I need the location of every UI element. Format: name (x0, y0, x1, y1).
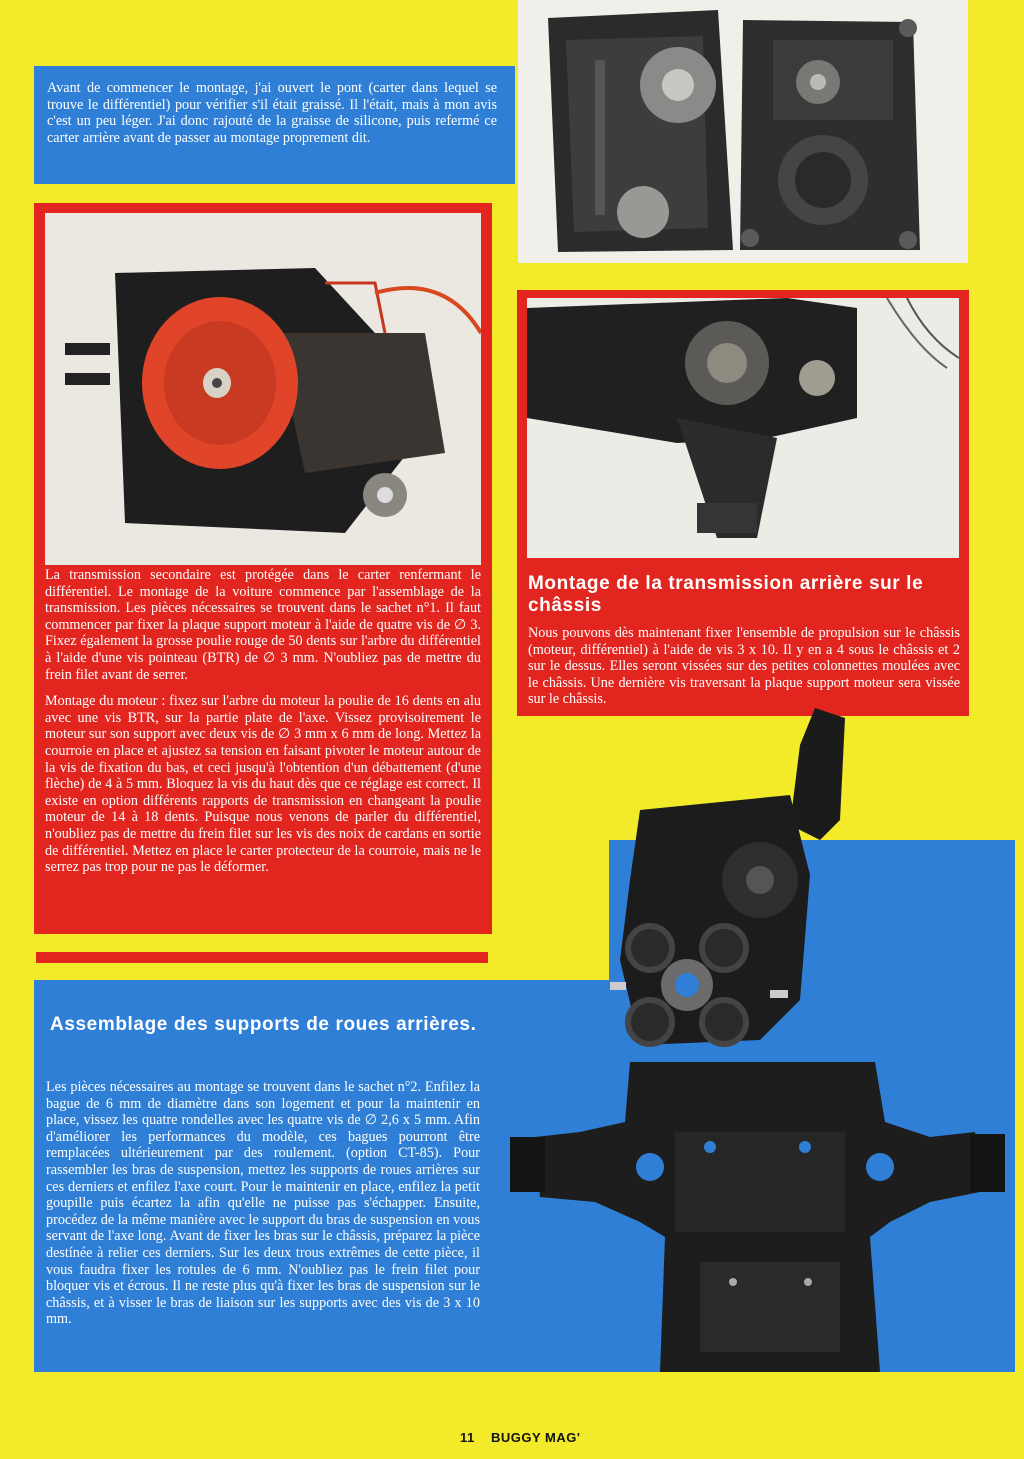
photo-motor-pulley (45, 213, 481, 565)
page-folio (460, 1430, 580, 1445)
magazine-name: BUGGY MAG' (491, 1430, 581, 1445)
photo-chassis-frame (500, 1062, 1015, 1372)
photo-open-differential-carter (518, 0, 968, 263)
transmission-paragraph-2: Montage du moteur : fixez sur l'arbre du moteur la poulie de 16 dents en alu avec une vis BTR, sur la partie plate de l'axe. Vissez provisoirement le moteur sur son support avec deux vis de ∅ 3 mm x 6 mm de long. Mettez la courroie en place et ajustez sa tension en faisant pivoter le moteur autour de la vis de fixation du bas, et ceci jusqu'à l'obtention d'un débattement (d'une flèche) de 4 à 5 mm. Bloquez la vis du haut dès que ce réglage est correct. Il existe en option différents rapports de transmission en changeant la poulie moteur de 14 à 18 dents. Puisque nous venons de parler du différentiel, n'oubliez pas de mettre du frein filet sur les vis des noix de cardans en sortie de différentiel. Mettez en place le carter protecteur de la courroie, mais ne le serrez pas trop pour ne pas le déformer. (45, 693, 481, 876)
supports-text: Les pièces nécessaires au montage se trouvent dans le sachet n°2. Enfilez la bague de 6 mm de diamètre dans son logement et pour la maintenir en place, vissez les quatre rondelles avec les quatre vis de ∅ 2,6 x 5 mm. Afin d'améliorer les performances du modèle, ces bagues pourront être remplacées ultérieurement par des roulement. (option CT-85). Pour rassembler les bras de suspension, mettez les supports de roues arrières sur ces derniers et enfilez l'axe court. Pour le maintenir en place, enfilez la petit goupille puis écartez la afin qu'elle ne puisse pas s'échapper. Ensuite, procédez de la même manière avec le support du bras de suspension en vous servant de l'axe long. Avant de fixer les bras sur le châssis, préparez la pièce destínée à relier ces derniers. Sur les deux trous extrêmes de cette pièce, il vous faudra fixer les rotules de 6 mm. N'oubliez pas le frein filet pour bloquer vis et écrous. Il ne reste plus qu'à fixer les bras de suspension sur le châssis, et à visser le bras de liaison sur les supports avec des vis de 3 x 10 mm. (46, 1079, 480, 1328)
supports-heading: Assemblage des supports de roues arrières. (50, 1014, 477, 1035)
chassis-box (517, 290, 969, 716)
chassis-text: Nous pouvons dès maintenant fixer l'ensemble de propulsion sur le châssis (moteur, différentiel) à l'aide de vis 3 x 10. Il y en a 4 sous le châssis et 2 sur le dessus. Elles seront vissées sur des petites colonnettes moulées avec le châssis. Une dernière vis traversant la plaque support moteur sera vissée sur le châssis. (528, 625, 960, 708)
intro-text: Avant de commencer le montage, j'ai ouvert le pont (carter dans lequel se trouve le différentiel) pour vérifier s'il était graissé. Il l'était, mais à mon avis c'est un peu léger. J'ai donc rajouté de la graisse de silicone, puis refermé ce carter arrière avant de passer au montage proprement dit. (47, 80, 497, 146)
page-number: 11 (460, 1430, 475, 1445)
transmission-paragraph-1: La transmission secondaire est protégée dans le carter renfermant le différentiel. Le montage de la voiture commence par l'assemblage de la transmission. Les pièces nécessaires se trouvent dans le sachet n°1. Il faut commencer par fixer la plaque support moteur à l'aide de quatre vis de ∅ 3. Fixez également la grosse poulie rouge de 50 dents sur l'arbre du différentiel à l'aide d'une vis pointeau (BTR) de ∅ 3 mm. N'oubliez pas de mettre du frein filet avant de serrer. (45, 567, 481, 683)
transmission-box (34, 203, 492, 934)
chassis-heading: Montage de la transmission arrière sur le châssis (528, 573, 924, 616)
photo-rear-carter-assembly (600, 700, 850, 1060)
photo-transmission-on-chassis (527, 298, 959, 558)
transmission-text (45, 567, 481, 876)
divider-bar (36, 952, 488, 963)
intro-box (34, 66, 515, 184)
